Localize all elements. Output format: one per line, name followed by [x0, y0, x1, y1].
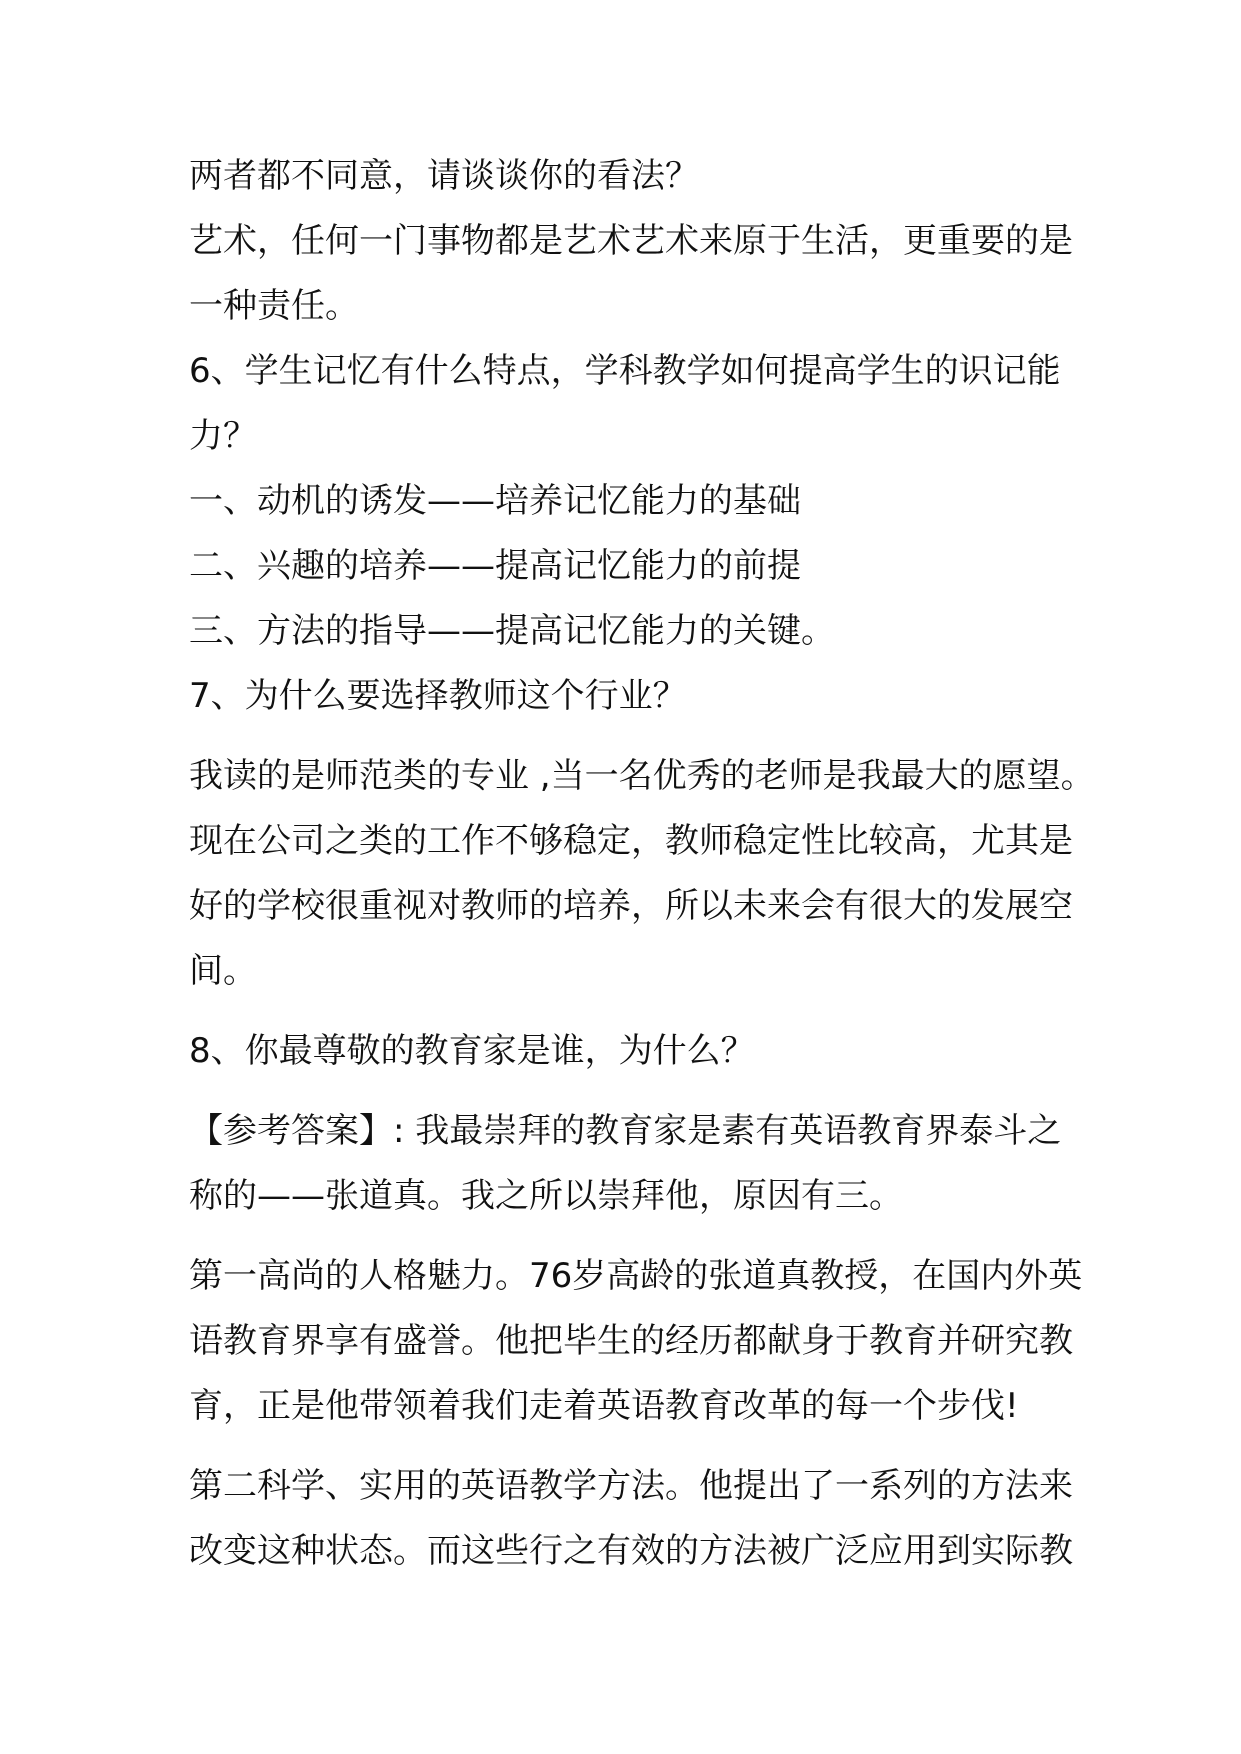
- text-line: 间。: [189, 951, 257, 991]
- text-line: 7、为什么要选择教师这个行业？: [189, 676, 687, 716]
- text-line: 两者都不同意，请谈谈你的看法？: [189, 156, 699, 196]
- text-line: 好的学校很重视对教师的培养，所以未来会有很大的发展空: [189, 886, 1073, 926]
- text-line: 第一高尚的人格魅力。76岁高龄的张道真教授，在国内外英: [189, 1256, 1083, 1296]
- text-line: 第二科学、实用的英语教学方法。他提出了一系列的方法来: [189, 1466, 1073, 1506]
- text-line: 语教育界享有盛誉。他把毕生的经历都献身于教育并研究教: [189, 1321, 1073, 1361]
- text-line: 育，正是他带领着我们走着英语教育改革的每一个步伐!: [189, 1386, 1019, 1426]
- text-line: 艺术，任何一门事物都是艺术艺术来原于生活，更重要的是: [189, 221, 1073, 261]
- text-line: 6、学生记忆有什么特点，学科教学如何提高学生的识记能: [189, 351, 1061, 391]
- text-line: 我读的是师范类的专业 ,当一名优秀的老师是我最大的愿望。: [189, 756, 1095, 796]
- text-line: 改变这种状态。而这些行之有效的方法被广泛应用到实际教: [189, 1531, 1073, 1571]
- text-line: 8、你最尊敬的教育家是谁，为什么？: [189, 1031, 755, 1071]
- text-line: 力？: [189, 416, 257, 456]
- text-line: 一、动机的诱发——培养记忆能力的基础: [189, 481, 801, 521]
- text-line: 称的——张道真。我之所以崇拜他，原因有三。: [189, 1176, 903, 1216]
- text-line: 三、方法的指导——提高记忆能力的关键。: [189, 611, 835, 651]
- document-body: [189, 156, 1095, 1571]
- text-line: 【参考答案】: 我最崇拜的教育家是素有英语教育界泰斗之: [189, 1111, 1062, 1151]
- text-line: 二、兴趣的培养——提高记忆能力的前提: [189, 546, 801, 586]
- text-line: 一种责任。: [189, 286, 359, 326]
- text-line: 现在公司之类的工作不够稳定，教师稳定性比较高，尤其是: [189, 821, 1073, 861]
